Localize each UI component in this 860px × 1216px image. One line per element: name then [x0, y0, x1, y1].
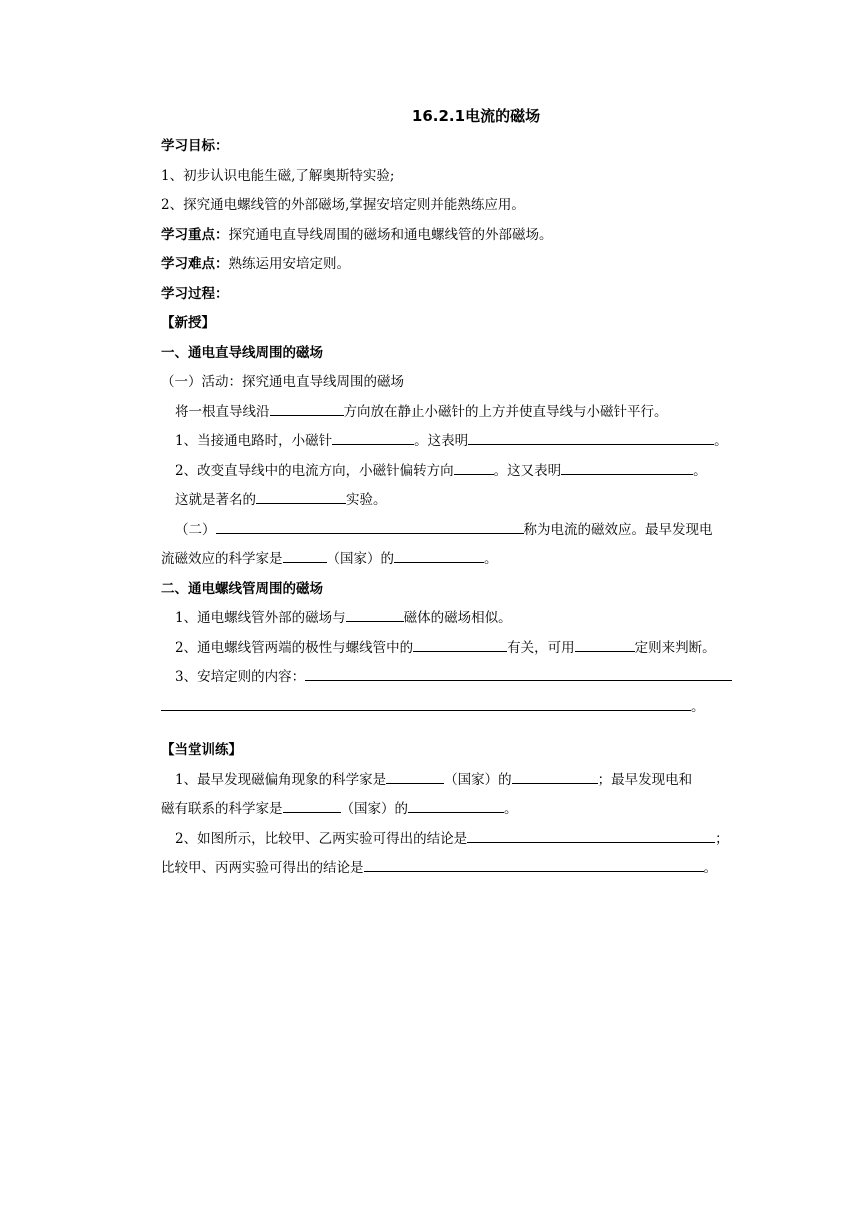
- text: 。: [693, 462, 707, 479]
- text: 比较甲、丙两实验可得出的结论是: [161, 860, 364, 876]
- text: 。这又表明: [493, 462, 562, 479]
- text: （国家）的: [444, 771, 512, 788]
- answer-blank[interactable]: [364, 856, 704, 872]
- answer-blank[interactable]: [283, 547, 327, 563]
- new-lesson-heading: 【新授】: [161, 315, 215, 331]
- text: （国家）的: [326, 551, 394, 567]
- text: （二）: [175, 521, 216, 538]
- text: 1、通电螺线管外部的磁场与: [175, 610, 346, 626]
- fill-line: [161, 604, 731, 634]
- key-point-text: 探究通电直导线周围的磁场和通电螺线管的外部磁场。: [228, 226, 553, 243]
- fill-line: [161, 693, 731, 723]
- answer-blank[interactable]: [161, 695, 691, 711]
- text: 2、通电螺线管两端的极性与螺线管中的: [175, 639, 414, 656]
- text: 定则来判断。: [634, 639, 716, 656]
- text: 1、最早发现磁偏角现象的科学家是: [175, 771, 387, 788]
- key-point-label: 学习重点：: [161, 226, 229, 243]
- fill-line: [161, 516, 731, 546]
- key-point: [161, 221, 731, 251]
- text: 。: [691, 698, 705, 715]
- answer-blank[interactable]: [216, 518, 524, 534]
- text: ；最早发现电和: [597, 771, 693, 788]
- fill-line: [161, 486, 731, 516]
- fill-line: [161, 427, 731, 457]
- text: 。: [504, 801, 518, 817]
- text: 这就是著名的: [175, 492, 256, 508]
- process-heading: 学习过程：: [161, 285, 229, 302]
- answer-blank[interactable]: [270, 400, 344, 416]
- text: 3、安培定则的内容：: [175, 669, 306, 685]
- answer-blank[interactable]: [468, 429, 714, 445]
- goal-item-1: 1、初步认识电能生磁,了解奥斯特实验;: [161, 167, 395, 184]
- text: 实验。: [346, 492, 387, 508]
- page-title: 16.2.1电流的磁场: [411, 107, 541, 125]
- section1-heading: 一、通电直导线周围的磁场: [161, 344, 323, 361]
- text: 2、改变直导线中的电流方向，小磁针偏转方向: [175, 462, 454, 479]
- activity-line: （一）活动：探究通电直导线周围的磁场: [161, 374, 404, 390]
- fill-line: [161, 663, 731, 693]
- answer-blank[interactable]: [575, 636, 635, 652]
- section2-heading: 二、通电螺线管周围的磁场: [161, 580, 323, 597]
- text: 。这表明: [414, 433, 469, 449]
- text: 磁有联系的科学家是: [161, 801, 283, 817]
- answer-blank[interactable]: [413, 636, 507, 652]
- worksheet-page: [161, 100, 731, 884]
- difficult-point-text: 熟练运用安培定则。: [228, 256, 350, 272]
- fill-line: [161, 545, 731, 575]
- goals-heading: 学习目标：: [161, 138, 229, 154]
- text: 称为电流的磁效应。最早发现电: [523, 521, 713, 538]
- answer-blank[interactable]: [512, 768, 598, 784]
- answer-blank[interactable]: [408, 797, 504, 813]
- text: 2、如图所示，比较甲、乙两实验可得出的结论是: [175, 830, 468, 847]
- answer-blank[interactable]: [346, 606, 404, 622]
- text: 将一根直导线沿: [175, 403, 270, 420]
- text: 1、当接通电路时，小磁针: [175, 433, 333, 449]
- text: （国家）的: [340, 801, 408, 817]
- fill-line: [161, 398, 731, 428]
- answer-blank[interactable]: [305, 665, 732, 681]
- text: ；: [715, 830, 729, 847]
- text: 。: [703, 860, 717, 876]
- text: 方向放在静止小磁针的上方并使直导线与小磁针平行。: [343, 403, 668, 420]
- answer-blank[interactable]: [332, 429, 414, 445]
- fill-line: [161, 766, 731, 796]
- answer-blank[interactable]: [454, 459, 494, 475]
- answer-blank[interactable]: [561, 459, 693, 475]
- text: 有关，可用: [507, 639, 575, 656]
- practice-heading: 【当堂训练】: [161, 742, 242, 758]
- text: 。: [714, 433, 728, 449]
- fill-line: [161, 457, 731, 487]
- fill-line: [161, 825, 731, 855]
- difficult-point: [161, 250, 731, 280]
- answer-blank[interactable]: [256, 488, 346, 504]
- answer-blank[interactable]: [394, 547, 484, 563]
- fill-line: [161, 795, 731, 825]
- text: 流磁效应的科学家是: [161, 551, 283, 567]
- answer-blank[interactable]: [283, 797, 341, 813]
- fill-line: [161, 854, 731, 884]
- goal-item-2: 2、探究通电螺线管的外部磁场,掌握安培定则并能熟练应用。: [161, 197, 525, 213]
- fill-line: [161, 634, 731, 664]
- difficult-point-label: 学习难点：: [161, 256, 229, 272]
- answer-blank[interactable]: [386, 768, 444, 784]
- text: 磁体的磁场相似。: [403, 610, 512, 626]
- text: 。: [484, 551, 498, 567]
- answer-blank[interactable]: [467, 827, 715, 843]
